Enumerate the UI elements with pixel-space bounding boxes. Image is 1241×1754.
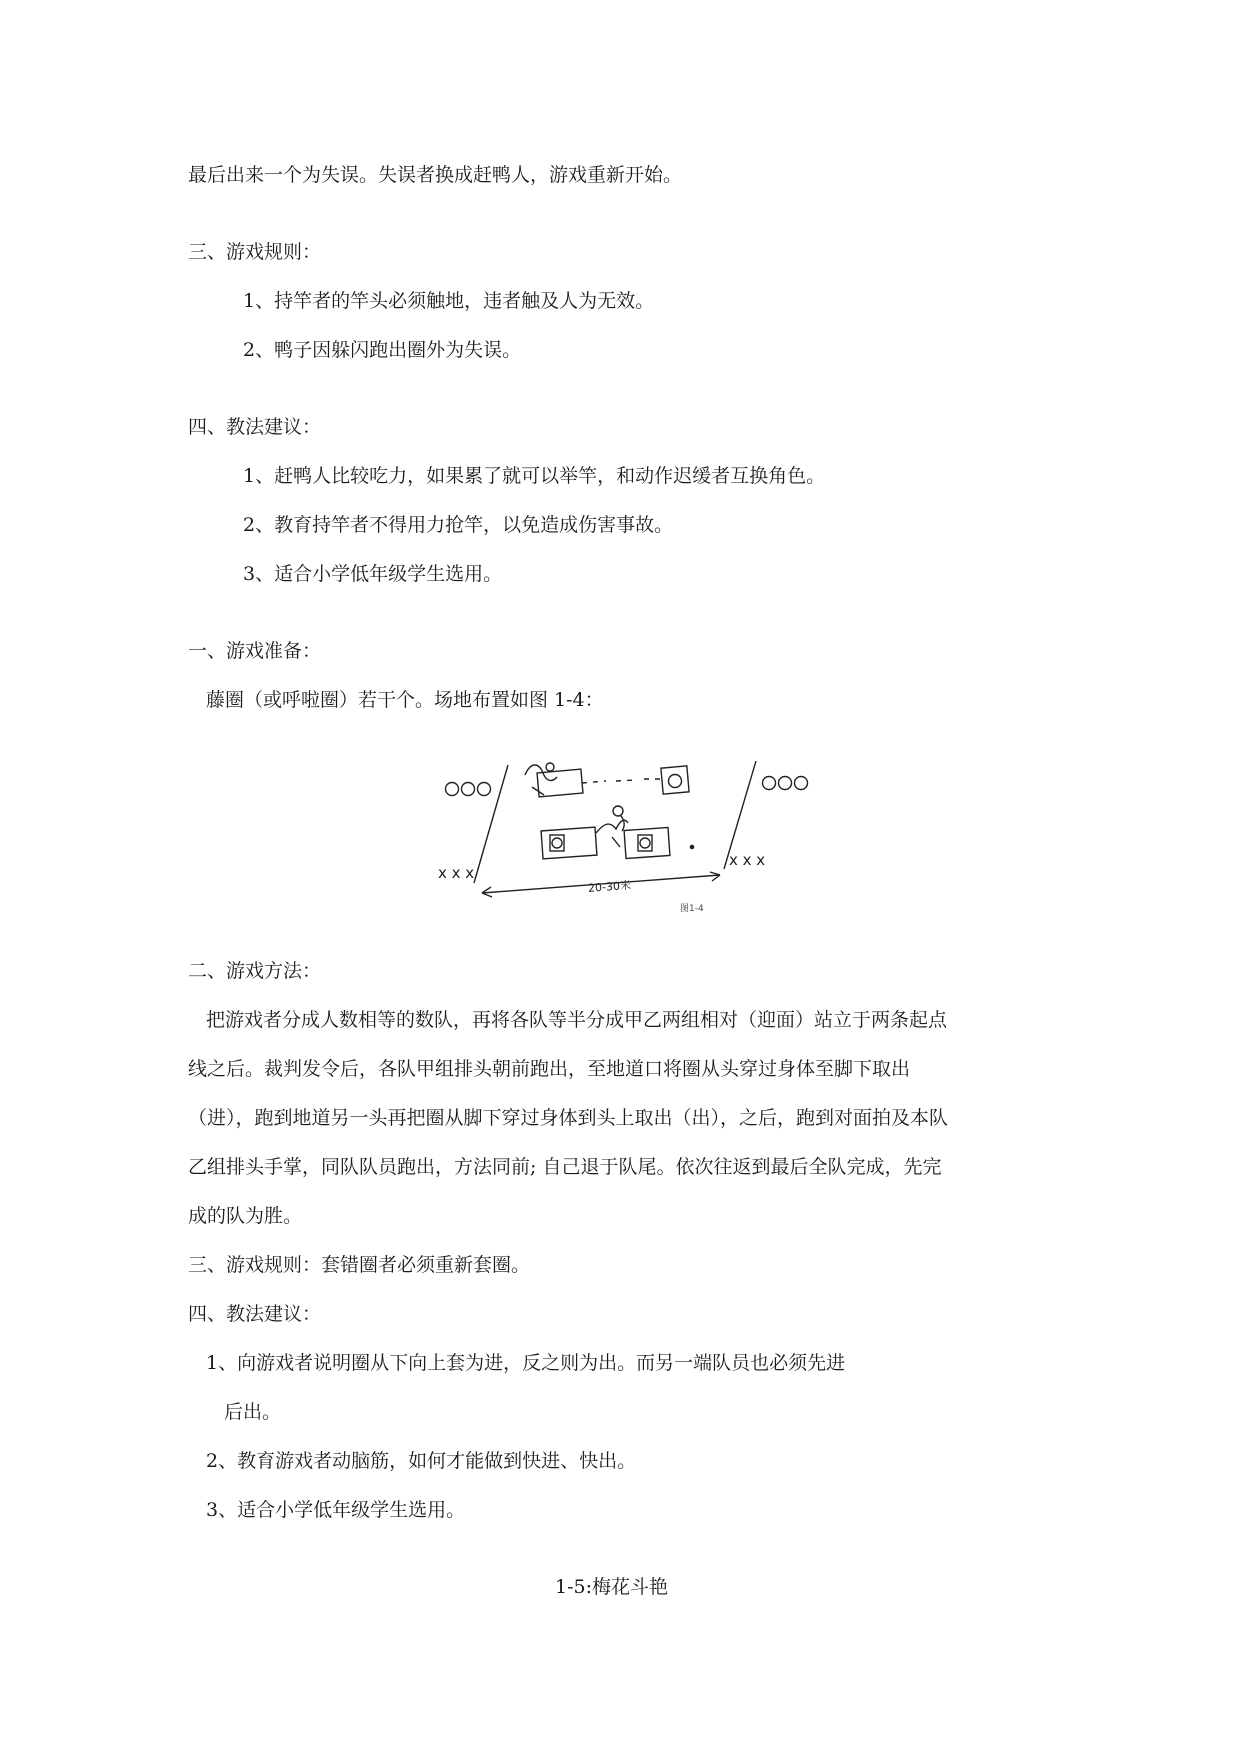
left-start-line (474, 765, 508, 883)
text-line: 线之后。裁判发令后，各队甲组排头朝前跑出，至地道口将圈从头穿过身体至脚下取出 (188, 1058, 911, 1080)
text-line: 3、适合小学低年级学生选用。 (243, 563, 503, 585)
text-line: （进），跑到地道另一头再把圈从脚下穿过身体到头上取出（出），之后，跑到对面拍及本队 (188, 1107, 949, 1129)
text-line: 乙组排头手掌，同队队员跑出，方法同前; 自己退于队尾。依次往返到最后全队完成，先完 (188, 1156, 942, 1178)
text-line: 藤圈（或呼啦圈）若干个。场地布置如图 1-4： (206, 689, 604, 711)
distance-label: 20-30米 (587, 878, 632, 895)
text-line: 最后出来一个为失误。失误者换成赶鸭人，游戏重新开始。 (188, 164, 683, 186)
figure-caption: 图1-4 (680, 904, 704, 914)
field-layout-diagram (430, 745, 830, 920)
text-line: 1、赶鸭人比较吃力，如果累了就可以举竿，和动作迟缓者互换角色。 (243, 465, 826, 487)
right-x-markers: x x x (729, 851, 766, 869)
text-line: 2、教育游戏者动脑筋，如何才能做到快进、快出。 (206, 1450, 637, 1472)
section-heading: 四、教法建议： (188, 1303, 322, 1325)
text-line: 3、适合小学低年级学生选用。 (206, 1499, 466, 1521)
section-heading: 二、游戏方法： (188, 960, 322, 982)
text-line: 把游戏者分成人数相等的数队，再将各队等半分成甲乙两组相对（迎面）站立于两条起点 (206, 1009, 948, 1031)
section-heading: 四、教法建议： (188, 416, 322, 438)
section-heading: 三、游戏规则： (188, 241, 322, 263)
left-x-markers: x x x (438, 864, 475, 882)
section-heading: 一、游戏准备： (188, 640, 322, 662)
text-line: 2、鸭子因躲闪跑出圈外为失误。 (243, 339, 522, 361)
text-line: 2、教育持竿者不得用力抢竿，以免造成伤害事故。 (243, 514, 674, 536)
text-line: 1、持竿者的竿头必须触地，违者触及人为无效。 (243, 290, 655, 312)
left-team-circles (446, 783, 491, 796)
section-heading: 三、游戏规则：套错圈者必须重新套圈。 (188, 1254, 531, 1276)
next-section-title: 1-5:梅花斗艳 (555, 1576, 668, 1598)
right-team-circles (763, 777, 808, 790)
text-line: 后出。 (224, 1401, 282, 1423)
text-line: 成的队为胜。 (188, 1205, 303, 1227)
text-line: 1、向游戏者说明圈从下向上套为进，反之则为出。而另一端队员也必须先进 (206, 1352, 846, 1374)
